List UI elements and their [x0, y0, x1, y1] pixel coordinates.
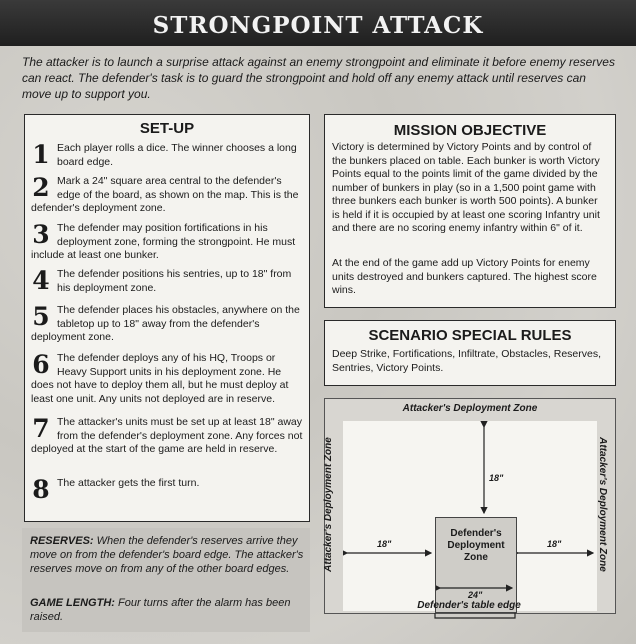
reserves-text: When the defender's reserves arrive they move on from the defender's board edge. The attacker's reserves move on from any of the other board edges.: [30, 535, 304, 575]
setup-step: [31, 416, 303, 457]
step-text: The attacker gets the first turn.: [57, 477, 200, 489]
reserves-label: RESERVES:: [30, 535, 94, 547]
step-number: 5: [32, 302, 50, 331]
setup-step: [31, 268, 303, 295]
setup-step: [31, 175, 303, 216]
step-text: The defender deploys any of his HQ, Troops or Heavy Support units in his deployment zone. He does not have to deploy them all, but he must deploy at least one unit. Any units not deployed are in reserve.: [31, 352, 289, 405]
distance-right: 18": [547, 539, 562, 549]
title-banner: [0, 0, 636, 46]
distance-left: 18": [377, 539, 392, 549]
step-number: 4: [32, 266, 50, 295]
setup-step: [31, 304, 303, 345]
objective-paragraph-2: At the end of the game add up Victory Points for enemy units destroyed and bunkers captured. The highest score wins.: [332, 257, 597, 296]
step-number: 8: [32, 475, 50, 504]
step-number: 7: [32, 414, 50, 443]
game-length-text: Four turns after the alarm has been raised.: [30, 597, 291, 623]
zone-label-left: Attacker's Deployment Zone: [322, 437, 334, 572]
defender-zone-label: Defender's Deployment Zone: [447, 528, 505, 563]
deployment-map: [324, 398, 616, 614]
map-field: [343, 421, 597, 611]
zone-label-top: Attacker's Deployment Zone: [402, 403, 538, 414]
objective-heading: MISSION OBJECTIVE: [393, 122, 547, 139]
special-rules-text: Deep Strike, Fortifications, Infiltrate, Obstacles, Reserves, Sentries, Victory Points.: [332, 348, 602, 374]
step-number: 2: [32, 173, 50, 202]
step-number: 1: [32, 140, 50, 169]
distance-top: 18": [489, 473, 504, 483]
setup-step: [31, 222, 303, 263]
step-number: 6: [32, 350, 50, 379]
table-edge-bracket: [325, 612, 615, 624]
table-edge-label: Defender's table edge: [417, 600, 521, 611]
game-length-label: GAME LENGTH:: [30, 597, 115, 609]
setup-step: [31, 477, 303, 502]
setup-step: [31, 352, 303, 406]
game-length-paragraph: [30, 596, 306, 624]
setup-step: [31, 142, 303, 169]
step-text: Mark a 24" square area central to the defender's edge of the board, as shown on the map. This is the defender's deployment zone.: [31, 175, 299, 214]
special-rules-panel: [324, 320, 616, 386]
distance-bottom: 24": [468, 590, 483, 600]
page-title: STRONGPOINT ATTACK: [152, 12, 484, 39]
step-number: 3: [32, 220, 50, 249]
step-text: The defender positions his sentries, up to 18" from his deployment zone.: [57, 268, 292, 294]
special-rules-heading: SCENARIO SPECIAL RULES: [368, 327, 572, 344]
zone-label-right: Attacker's Deployment Zone: [596, 437, 608, 572]
intro-text: The attacker is to launch a surprise attack against an enemy strongpoint and eliminate it before enemy reserves can react. The defender's task is to guard the strongpoint and hold off any enemy attack until reserves can move up to support you.: [22, 55, 615, 101]
objective-paragraph-1: Victory is determined by Victory Points and by control of the bunkers placed on table. Each bunker is worth Victory Points equal to the points limit of the game divided by the number of bunkers in play (so in a 1,500 point game with three bunkers each bunker is worth 500 points). A bunker is held if it is occupied by at least one scoring Infantry unit and there are no scoring enemy infantry within 6" of it.: [332, 141, 600, 234]
reserves-box: [22, 528, 310, 632]
step-text: The attacker's units must be set up at least 18" away from the defender's deployment zone. Any forces not deployed at the start of the game are held in reserve.: [31, 416, 303, 455]
objective-panel: [324, 114, 616, 308]
setup-heading: SET-UP: [139, 120, 195, 137]
reserves-paragraph: [30, 534, 306, 576]
defender-zone: [435, 517, 517, 613]
step-text: The defender places his obstacles, anywhere on the tabletop up to 18" away from the defender's deployment zone.: [31, 304, 300, 343]
setup-panel: [24, 114, 310, 522]
step-text: Each player rolls a dice. The winner chooses a long board edge.: [57, 142, 297, 168]
step-text: The defender may position fortifications in his deployment zone, forming the strongpoint. He must include at least one bunker.: [31, 222, 296, 261]
